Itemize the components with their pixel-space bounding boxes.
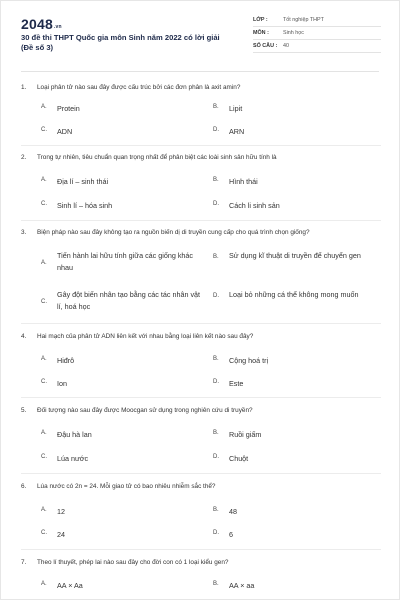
option-3a[interactable]: A. Tiến hành lai hữu tính giữa các giống khác nhau [41,251,194,272]
option-6a[interactable]: A. 12 [41,507,65,516]
option-4b[interactable]: B. Cộng hoá trị [213,356,269,365]
meta-row-grade [253,14,381,27]
meta-value: Tốt nghiệp THPT [283,17,324,23]
header-divider [21,71,379,72]
option-4d[interactable]: D. Este [213,379,244,388]
document-title [21,33,231,53]
option-2d[interactable]: D. Cách li sinh sản [213,201,280,210]
document-title-line2: (Đề số 3) [21,43,54,52]
question-divider [21,323,381,324]
option-2b[interactable]: B. Hình thái [213,177,258,186]
document-title-line1: 30 đề thi THPT Quốc gia môn Sinh năm 2022 có lời giải [21,33,220,42]
option-1b[interactable]: B. Lipit [213,104,243,113]
question-2 [21,153,383,162]
question-stem: 3. Biện pháp nào sau đây không tạo ra nguồn biến dị di truyền cung cấp cho quá trình chọn giống? [21,229,310,236]
meta-value: 40 [283,43,289,49]
question-7 [21,558,383,567]
question-stem: 2. Trong tự nhiên, tiêu chuẩn quan trọng nhất để phân biệt các loài sinh sản hữu tính là [21,154,277,161]
logo-domain: .vn [53,24,62,30]
meta-key: SỐ CÂU : [253,43,278,49]
option-4a[interactable]: A. Hiđrô [41,356,75,365]
option-3d[interactable]: D. Loại bỏ những cá thể không mong muốn [213,290,359,299]
logo-number: 2048 [21,16,53,32]
question-5 [21,406,383,415]
meta-row-subject [253,27,381,40]
question-4 [21,332,383,341]
question-3 [21,228,383,237]
meta-row-count [253,40,381,53]
option-6b[interactable]: B. 48 [213,507,237,516]
option-6d[interactable]: D. 6 [213,530,233,539]
option-1c[interactable]: C. ADN [41,127,73,136]
question-1 [21,83,383,92]
option-2c[interactable]: C. Sinh lí – hóa sinh [41,201,113,210]
option-5b[interactable]: B. Ruồi giấm [213,430,262,439]
question-divider [21,549,381,550]
option-6c[interactable]: C. 24 [41,530,65,539]
option-5d[interactable]: D. Chuột [213,454,249,463]
question-divider [21,473,381,474]
question-stem: 6. Lúa nước có 2n = 24. Mỗi giao tử có bao nhiêu nhiễm sắc thể? [21,483,216,490]
option-3b[interactable]: B. Sử dụng kĩ thuật di truyền để chuyển gen [213,251,361,260]
option-1a[interactable]: A. Protein [41,104,80,113]
document-meta [253,14,381,53]
meta-value: Sinh học [283,30,304,36]
question-divider [21,220,381,221]
question-6 [21,482,383,491]
question-stem: 7. Theo lí thuyết, phép lai nào sau đây cho đời con có 1 loại kiểu gen? [21,559,229,566]
question-divider [21,397,381,398]
option-1d[interactable]: D. ARN [213,127,245,136]
question-stem: 1. Loại phân tử nào sau đây được cấu trúc bởi các đơn phân là axit amin? [21,84,241,91]
question-stem: 5. Đối tượng nào sau đây được Moocgan sử dụng trong nghiên cứu di truyền? [21,407,253,414]
option-3c[interactable]: C. Gây đột biến nhân tạo bằng các tác nhân vật lí, hoá học [41,290,201,311]
option-2a[interactable]: A. Địa lí – sinh thái [41,177,109,186]
option-5c[interactable]: C. Lúa nước [41,454,89,463]
option-5a[interactable]: A. Đậu hà lan [41,430,92,439]
option-7b[interactable]: B. AA × aa [213,581,255,590]
option-7a[interactable]: A. AA × Aa [41,581,83,590]
meta-key: MÔN : [253,30,269,36]
question-stem: 4. Hai mạch của phân tử ADN liên kết với nhau bằng loại liên kết nào sau đây? [21,333,254,340]
meta-key: LỚP : [253,17,268,23]
site-logo[interactable] [21,16,62,32]
option-4c[interactable]: C. Ion [41,379,67,388]
question-divider [21,145,381,146]
